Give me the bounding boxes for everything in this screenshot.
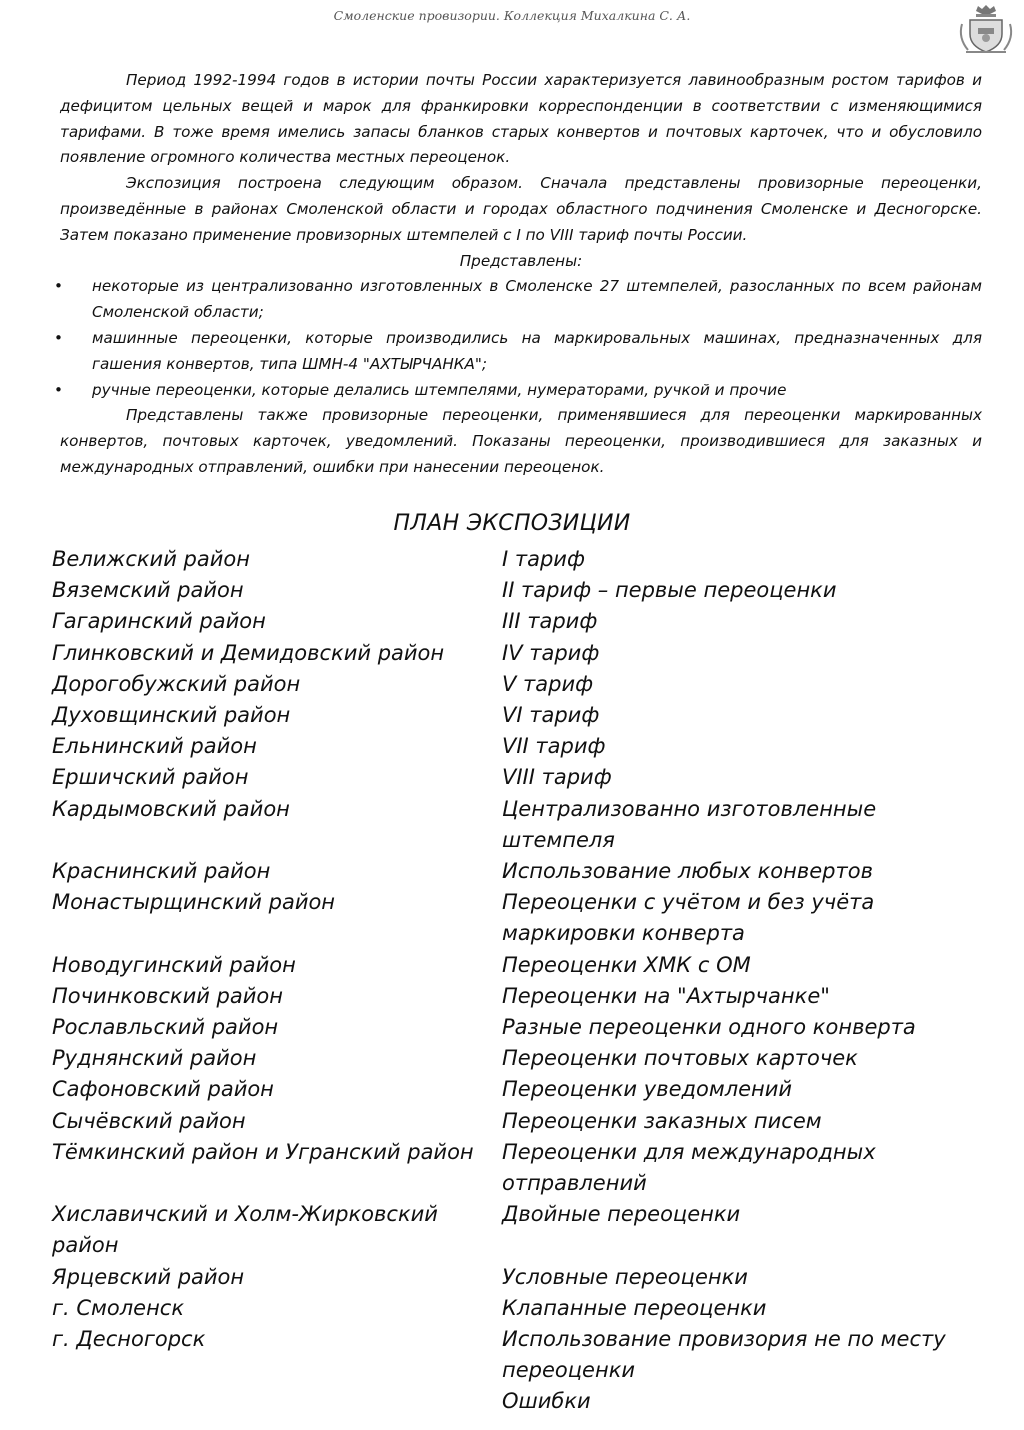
district-item: Рославльский район [52,1015,279,1040]
section-item: Переоценки заказных писем [502,1108,822,1133]
district-item: Ершичский район [52,765,249,790]
section-item: Условные переоценки [502,1264,748,1289]
section-item: V тариф [502,671,594,696]
intro-paragraph-2: Экспозиция построена следующим образом. Сначала представлены провизорные переоценки, произведённые в районах Смоленской области и городах областного подчинения Смоленске и Десногорске. Затем показано применение провизорных штемпелей с I по VIII тариф почты России. [60,174,982,244]
district-item: Починковский район [52,983,283,1008]
intro-text [54,68,982,481]
district-item [52,825,482,856]
district-item: г. Десногорск [52,1327,206,1352]
district-item: Вяземский район [52,578,244,603]
section-item: Переоценки почтовых карточек [502,1046,858,1071]
section-item: Использование провизория не по месту [502,1327,946,1352]
district-item: Сафоновский район [52,1077,274,1102]
page-header: Смоленские провизории. Коллекция Михалкина С. А. [333,8,691,23]
section-item: II тариф – первые переоценки [502,578,837,603]
district-item: Гагаринский район [52,609,266,634]
district-item: Ярцевский район [52,1264,245,1289]
bullet-icon: • [54,380,63,399]
district-item: Дорогобужский район [52,671,301,696]
section-item: штемпеля [502,827,615,852]
list-item: • ручные переоценки, которые делались штемпелями, нумераторами, ручкой и прочие [60,378,982,404]
section-item: переоценки [502,1358,636,1383]
section-item: Переоценки для международных [502,1139,876,1164]
plan-tariffs-column [502,544,946,1418]
district-item: Глинковский и Демидовский район [52,640,445,665]
district-item: Руднянский район [52,1046,257,1071]
section-item: Двойные переоценки [502,1202,741,1227]
section-item: VI тариф [502,703,600,728]
list-item: • машинные переоценки, которые производились на маркировальных машинах, предназначенных для гашения конвертов, типа ШМН-4 "АХТЫРЧАНКА"; [60,326,982,378]
intro-paragraph-3: Представлены также провизорные переоценки, применявшиеся для переоценки маркированных конвертов, почтовых карточек, уведомлений. Показаны переоценки, производившиеся для заказных и международных отправлений, ошибки при нанесении переоценок. [60,406,982,476]
section-item: Ошибки [502,1389,591,1414]
district-item: Велижский район [52,547,250,571]
section-item: I тариф [502,547,585,571]
section-item: III тариф [502,609,598,634]
section-item: Переоценки ХМК с ОМ [502,952,751,977]
district-item: Краснинский район [52,859,271,884]
bullet-icon: • [54,328,63,347]
district-item: Ельнинский район [52,734,257,759]
district-item: Новодугинский район [52,952,296,977]
section-item [502,1230,922,1261]
section-item: Клапанные переоценки [502,1295,767,1320]
district-item: Кардымовский район [52,796,290,821]
section-item: Переоценки с учётом и без учёта [502,890,875,915]
district-item [52,1168,482,1199]
district-item: Тёмкинский район и Угранский район [52,1139,474,1164]
intro-paragraph-1: Период 1992-1994 годов в истории почты России характеризуется лавинообразным ростом тарифов и дефицитом цельных вещей и марок для франкировки корреспонденции в соответствии с изменяющимися тарифами. В тоже время имелись запасы бланков старых конвертов и почтовых карточек, что и обусловило появление огромного количества местных переоценок. [60,71,982,167]
section-item: Переоценки уведомлений [502,1077,793,1102]
section-item: Разные переоценки одного конверта [502,1015,916,1040]
section-item: Переоценки на "Ахтырчанке" [502,983,830,1008]
section-item: Использование любых конвертов [502,859,873,884]
plan-districts-column [52,544,482,1355]
district-item [52,918,482,949]
section-item: отправлений [502,1171,647,1196]
section-item: IV тариф [502,640,600,665]
district-item: Сычёвский район [52,1108,246,1133]
district-item: район [52,1233,119,1258]
section-item: маркировки конверта [502,921,745,946]
section-item: VII тариф [502,734,606,759]
list-item: • некоторые из централизованно изготовленных в Смоленске 27 штемпелей, разосланных по всем районам Смоленской области; [60,274,982,326]
bullet-icon: • [54,277,63,296]
coat-of-arms-icon [956,2,1016,56]
plan-title: ПЛАН ЭКСПОЗИЦИИ [393,511,631,536]
section-item: VIII тариф [502,765,612,790]
district-item: Хиславичский и Холм-Жирковский [52,1202,438,1227]
section-item: Централизованно изготовленные [502,796,877,821]
presented-label: Представлены: [459,251,583,270]
presented-list [54,274,982,403]
district-item: Духовщинский район [52,703,291,728]
district-item: Монастырщинский район [52,890,336,915]
district-item: г. Смоленск [52,1295,185,1320]
